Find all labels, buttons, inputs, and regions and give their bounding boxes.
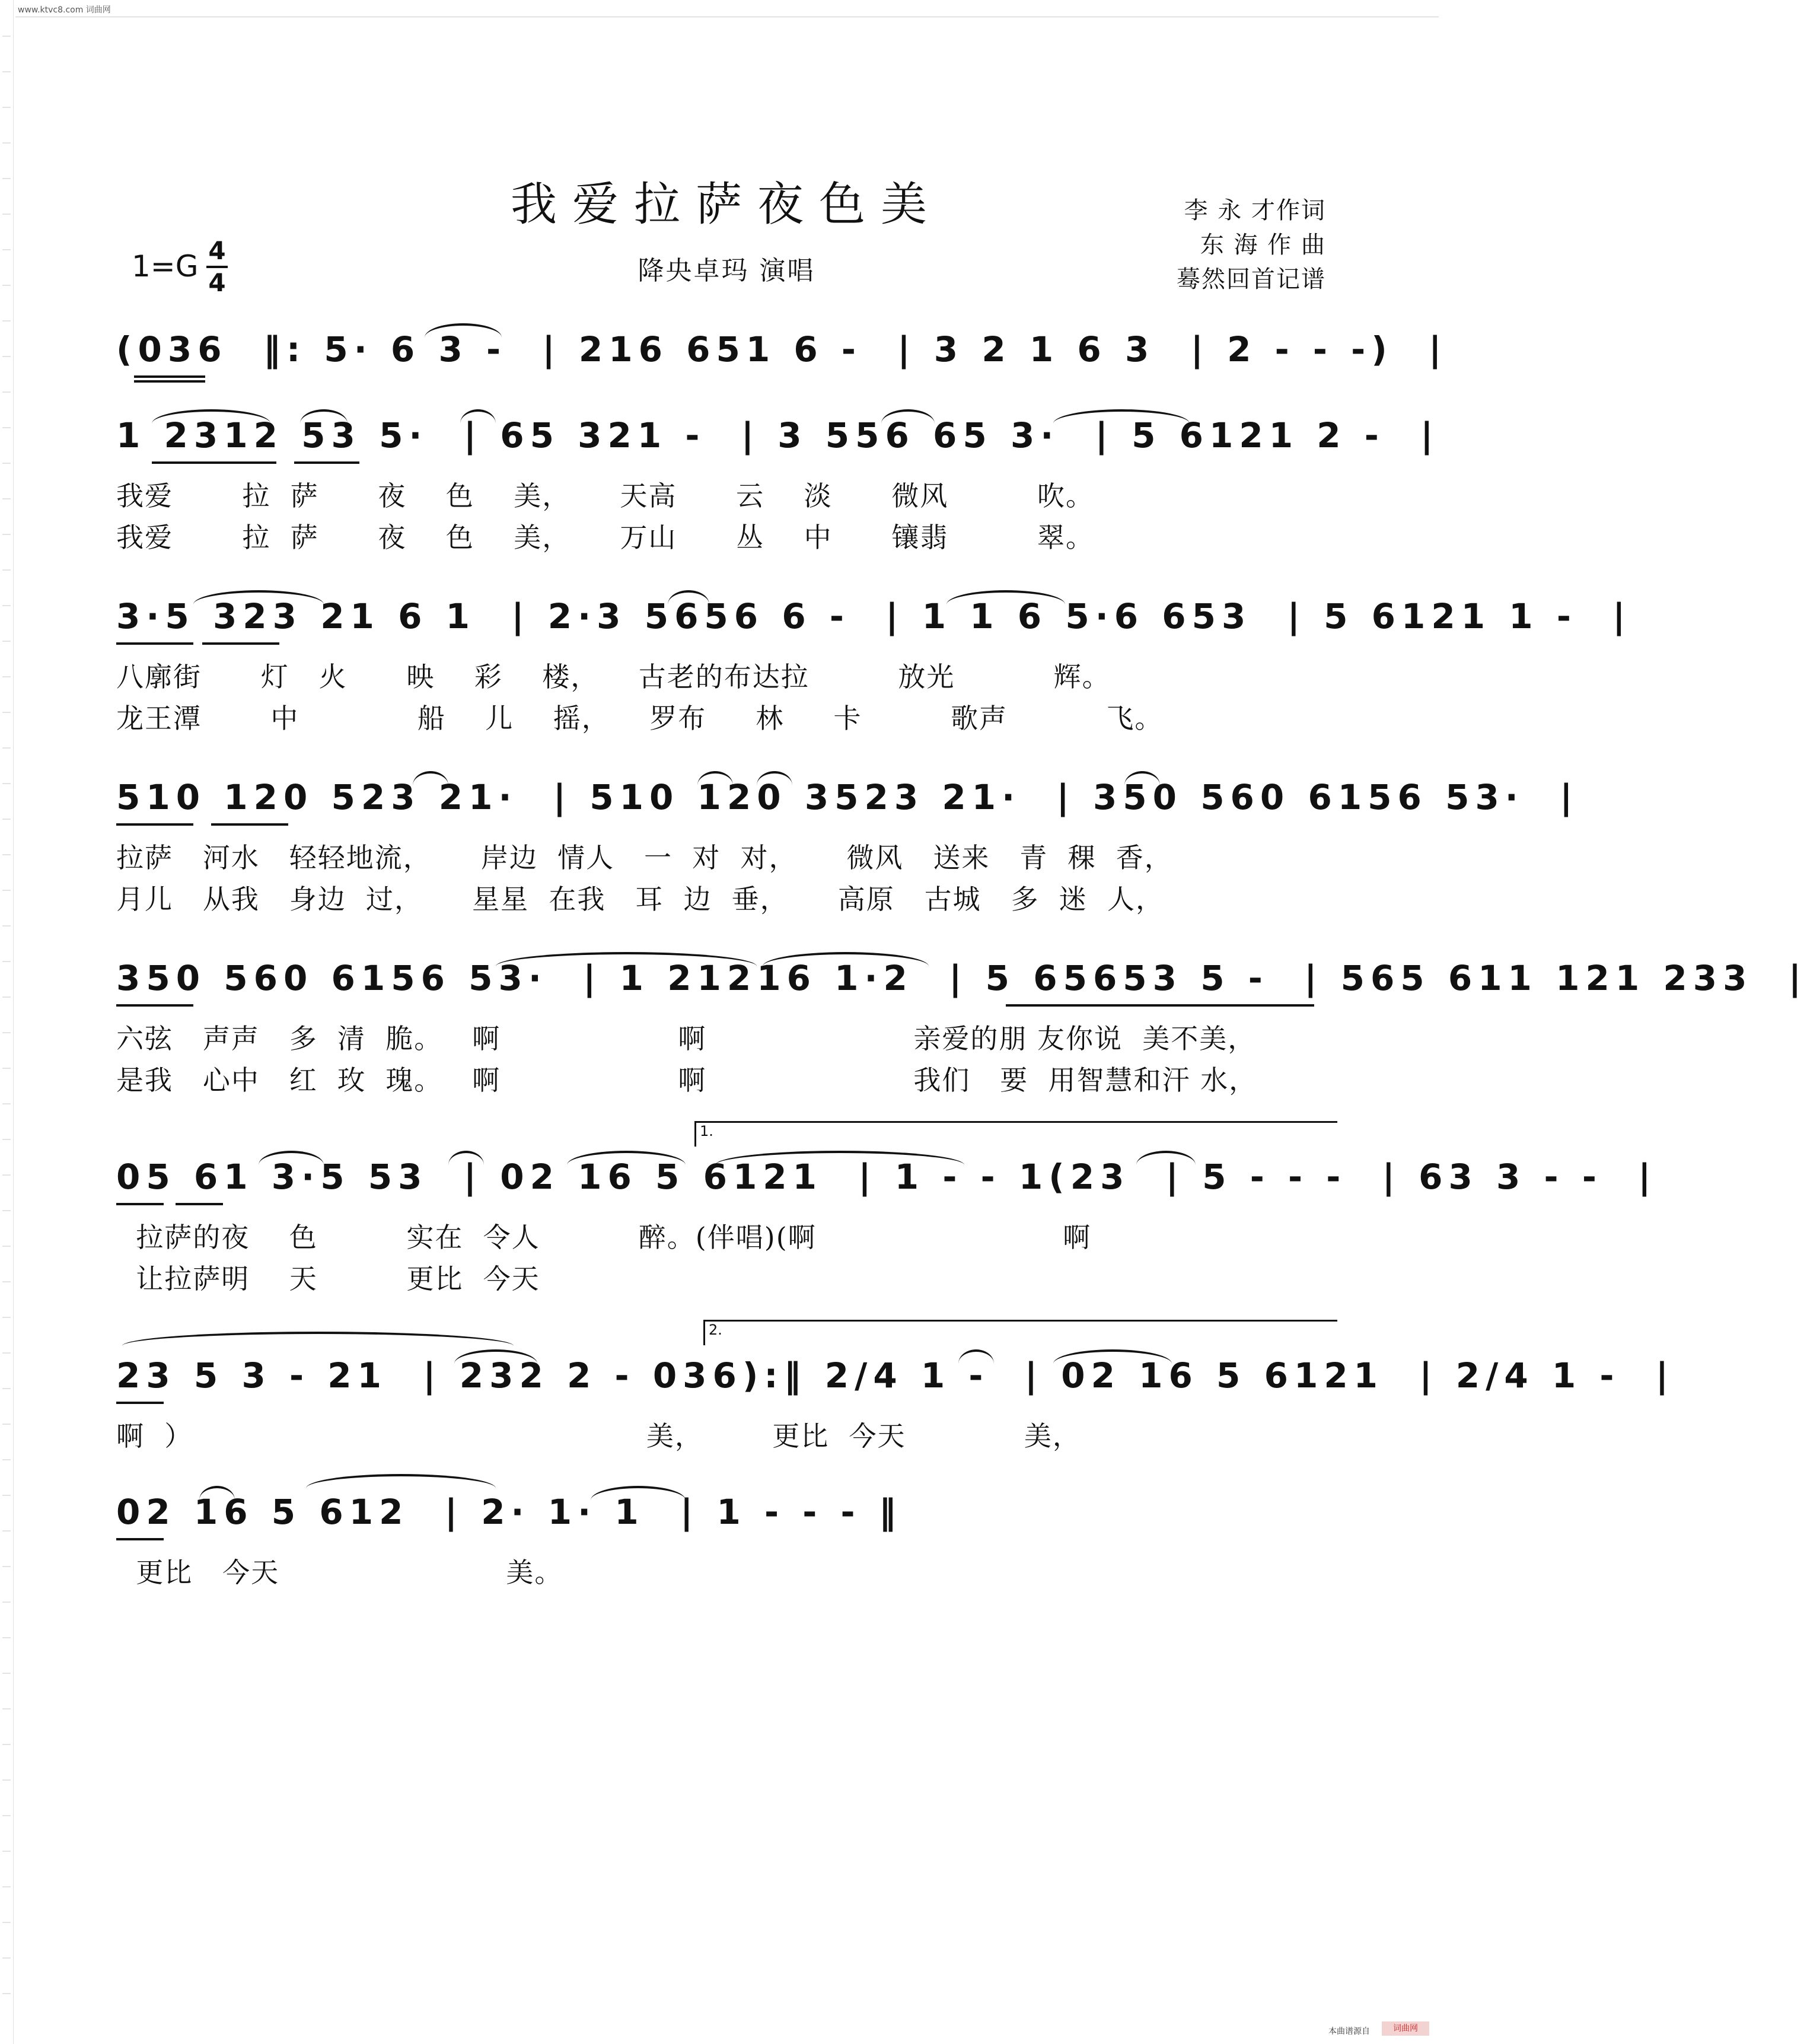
notation-line: 350 560 6156 53· | 1 21216 1·2 | 5 65653 5 - | 565 611 121 233 |	[116, 958, 1807, 998]
lyric-verse-2: 是我 心中 红 玫 瑰。 啊 啊 我们 要 用智慧和汗 水，	[116, 1064, 1258, 1096]
volta-second-ending: 2.	[703, 1320, 1337, 1345]
lyric-verse-1: 拉萨 河水 轻轻地流， 岸边 情人 一 对 对， 微风 送来 青 稞 香，	[116, 842, 1173, 874]
notation-line: 05 61 3·5 53 | 02 16 5 6121 | 1 - - 1(23 | 5 - - - | 63 3 - - |	[116, 1157, 1657, 1197]
left-margin-strip	[0, 0, 14, 2044]
author-credits	[1177, 193, 1326, 297]
transcriber-credit: 蓦然回首记谱	[1177, 266, 1326, 293]
lyric-verse-1: 六弦 声声 多 清 脆。 啊 啊 亲爱的朋 友你说 美不美，	[116, 1023, 1257, 1055]
lyric-verse-2: 我爱 拉 萨 夜 色 美， 万山 丛 中 镶翡 翠。	[116, 521, 1094, 553]
lyric-verse-1: 八廓街 灯 火 映 彩 楼， 古老的布达拉 放光 辉。	[116, 661, 1111, 693]
score-system-8	[116, 1492, 1332, 1664]
time-numerator: 4	[208, 236, 226, 265]
score-system-3	[116, 596, 1631, 768]
notation-line: 1 2312 53 5· | 65 321 - | 3 556 65 3· | 5 6121 2 - |	[116, 415, 1439, 456]
notation-line: 23 5 3 - 21 | 232 2 - 036):‖ 2/4 1 - | 02 16 5 6121 | 2/4 1 - |	[116, 1355, 1675, 1396]
score-system-2	[116, 415, 1439, 587]
composer-credit: 东 海 作 曲	[1200, 231, 1326, 259]
key-signature: 1=G	[132, 249, 199, 284]
lyricist-credit: 李 永 才作词	[1184, 197, 1326, 224]
footer-brand-logo: 词曲网	[1382, 2021, 1429, 2036]
notation-line: 02 16 5 612 | 2· 1· 1 | 1 - - - ‖	[116, 1492, 902, 1532]
score-system-4	[116, 777, 1579, 949]
volta-first-ending: 1.	[694, 1121, 1337, 1147]
song-title: 我爱拉萨夜色美	[510, 178, 942, 231]
lyric-verse-2: 让拉萨明 天 更比 今天	[116, 1263, 540, 1295]
lyric-verse-1: 啊 ） 美， 更比 今天 美，	[116, 1420, 1081, 1452]
lyric-verse-2: 月儿 从我 身边 过， 星星 在我 耳 边 垂， 高原 古城 多 迷 人，	[116, 883, 1165, 915]
site-url: www.ktvc8.com 词曲网	[18, 5, 111, 15]
lyric-verse-1: 我爱 拉 萨 夜 色 美， 天高 云 淡 微风 吹。	[116, 480, 1094, 512]
score-system-5	[116, 958, 1807, 1130]
footer-credit: 本曲谱源自	[1328, 2027, 1370, 2036]
lyric-verse-2: 龙王潭 中 船 儿 摇， 罗布 林 卡 歌声 飞。	[116, 702, 1164, 734]
lyric-verse-1: 拉萨的夜 色 实在 令人 醉。(伴唱)(啊 啊	[116, 1221, 1092, 1253]
score-system-6	[116, 1123, 1657, 1329]
notation-line: 3·5 323 21 6 1 | 2·3 5656 6 - | 1 1 6 5·6 653 | 5 6121 1 - |	[116, 596, 1631, 636]
singer-credit: 降央卓玛 演唱	[638, 256, 815, 286]
time-denominator: 4	[208, 268, 226, 297]
lyric-verse-1: 更比 今天 美。	[116, 1556, 563, 1588]
notation-line: (036 ‖: 5· 6 3 - | 216 651 6 - | 3 2 1 6 3 | 2 - - -) |	[116, 329, 1448, 370]
notation-line: 510 120 523 21· | 510 120 3523 21· | 350 560 6156 53· |	[116, 777, 1579, 817]
